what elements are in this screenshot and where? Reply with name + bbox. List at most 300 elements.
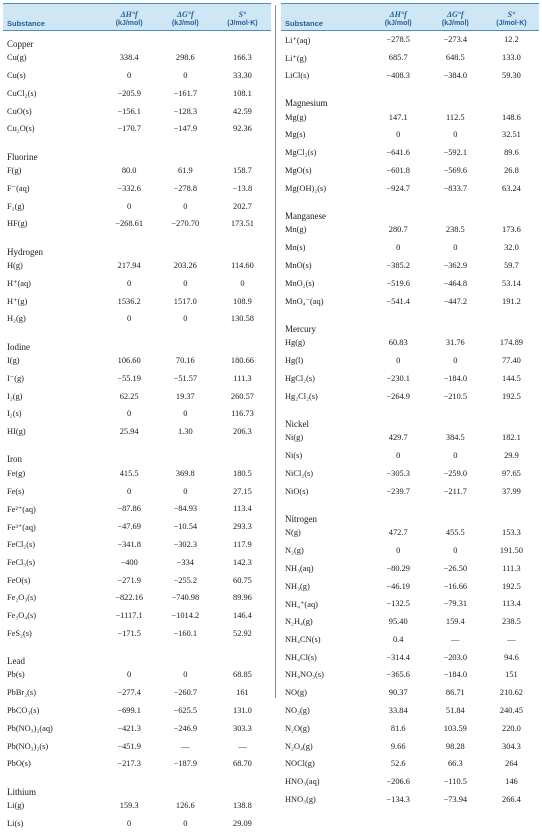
enthalpy-cell: 52.6 <box>390 759 406 769</box>
substance-cell: Pb(NO₃)₂(s) <box>7 741 49 751</box>
right-table-body <box>281 31 539 814</box>
substance-cell: Hg(g) <box>285 338 306 348</box>
substance-cell: HgCl₂(s) <box>285 373 315 383</box>
table-row <box>3 102 271 120</box>
table-row <box>3 518 271 536</box>
gibbs-cell: 0 <box>453 243 458 253</box>
table-row <box>281 524 539 542</box>
entropy-cell: 138.8 <box>233 801 252 811</box>
gibbs-cell: 0 <box>183 314 188 324</box>
gibbs-cell: −210.5 <box>443 391 468 401</box>
substance-cell: NH₄⁺(aq) <box>285 599 318 609</box>
entropy-cell: 108.9 <box>233 296 252 306</box>
entropy-cell: 303.3 <box>233 723 252 733</box>
entropy-cell: 63.24 <box>502 183 521 193</box>
gibbs-cell: −302.3 <box>173 539 198 549</box>
entropy-cell: 33.30 <box>233 70 252 80</box>
gibbs-cell: 51.84 <box>445 706 465 716</box>
header-enthalpy <box>102 11 157 30</box>
enthalpy-cell: 0 <box>396 355 401 365</box>
table-row <box>281 257 539 275</box>
group-title: Fluorine <box>7 151 38 162</box>
entropy-cell: 0 <box>240 278 245 288</box>
substance-cell: Hg₂Cl₂(s) <box>285 391 318 401</box>
substance-cell: MgO(s) <box>285 165 312 175</box>
entropy-cell: 192.5 <box>502 391 521 401</box>
table-row <box>3 292 271 310</box>
substance-cell: HNO₃(aq) <box>285 777 320 787</box>
entropy-cell: 12.2 <box>504 35 519 45</box>
gibbs-cell: 298.6 <box>175 53 195 63</box>
substance-cell: Cu(s) <box>7 70 26 80</box>
header-entropy <box>214 11 271 30</box>
entropy-cell: 116.73 <box>231 409 254 419</box>
gibbs-cell: −184.0 <box>443 670 468 680</box>
gibbs-cell: −26.50 <box>443 563 468 573</box>
enthalpy-cell: 429.7 <box>388 433 408 443</box>
substance-cell: Hg(l) <box>285 355 304 365</box>
table-row <box>281 447 539 465</box>
enthalpy-cell: −239.7 <box>386 486 410 496</box>
substance-cell: Ni(s) <box>285 450 303 460</box>
header-gibbs-symbol: ΔG°f <box>446 10 464 19</box>
entropy-cell: 111.3 <box>233 373 252 383</box>
header-entropy-unit: (J/mol·K) <box>496 19 527 27</box>
table-row <box>3 49 271 67</box>
entropy-cell: 111.3 <box>502 563 521 573</box>
gibbs-cell: — <box>451 634 460 644</box>
gibbs-cell: 1517.0 <box>173 296 197 306</box>
gibbs-cell: 0 <box>453 450 458 460</box>
substance-cell: NiCl₂(s) <box>285 468 314 478</box>
substance-cell: PbBr₂(s) <box>7 688 36 698</box>
gibbs-cell: 61.9 <box>177 165 193 175</box>
gibbs-cell: −270.70 <box>171 219 200 229</box>
substance-cell: Cu₂O(s) <box>7 124 35 134</box>
entropy-cell: 32.51 <box>502 130 521 140</box>
gibbs-cell: 70.16 <box>175 355 195 365</box>
enthalpy-cell: 60.83 <box>388 338 408 348</box>
table-row <box>281 577 539 595</box>
substance-cell: FeCl₃(s) <box>7 557 36 567</box>
table-row <box>281 773 539 791</box>
enthalpy-cell: 106.60 <box>117 355 141 365</box>
substance-cell: Li⁺(aq) <box>285 35 311 45</box>
substance-cell: N₂H₄(g) <box>285 617 313 627</box>
substance-cell: N₂(g) <box>285 545 304 555</box>
entropy-cell: 68.70 <box>233 759 252 769</box>
enthalpy-cell: −385.2 <box>386 260 410 270</box>
table-row <box>281 67 539 85</box>
substance-cell: MnO₂(s) <box>285 278 315 288</box>
gibbs-cell: 0 <box>453 545 458 555</box>
enthalpy-cell: 0 <box>396 450 401 460</box>
enthalpy-cell: −170.7 <box>117 124 141 134</box>
entropy-cell: 158.7 <box>233 165 252 175</box>
enthalpy-cell: 0.4 <box>392 634 404 644</box>
table-row <box>3 67 271 85</box>
enthalpy-cell: −924.7 <box>386 183 410 193</box>
entropy-cell: 148.6 <box>502 112 521 122</box>
enthalpy-cell: 90.37 <box>388 688 408 698</box>
gibbs-cell: 203.26 <box>173 260 197 270</box>
entropy-cell: 26.8 <box>504 165 519 175</box>
enthalpy-cell: 0 <box>127 70 132 80</box>
substance-cell: NO₂(g) <box>285 706 310 716</box>
gibbs-cell: −16.66 <box>443 581 468 591</box>
substance-cell: Fe²⁺(aq) <box>7 504 36 514</box>
table-row <box>281 702 539 720</box>
entropy-cell: 89.96 <box>233 593 252 603</box>
group-spacer <box>281 808 539 814</box>
substance-cell: Pb(s) <box>7 670 25 680</box>
entropy-cell: 60.75 <box>233 575 252 585</box>
table-row <box>3 423 271 441</box>
substance-cell: HNO₃(g) <box>285 795 316 805</box>
gibbs-cell: −569.6 <box>443 165 468 175</box>
gibbs-cell: −246.9 <box>173 723 198 733</box>
header-gibbs-unit: (kJ/mol) <box>441 19 469 27</box>
entropy-cell: 142.3 <box>233 557 252 567</box>
enthalpy-cell: −541.4 <box>386 296 410 306</box>
entropy-cell: 114.60 <box>231 260 254 270</box>
group-title: Lead <box>7 656 25 667</box>
substance-cell: I(g) <box>7 355 20 365</box>
gibbs-cell: 126.6 <box>175 801 195 811</box>
gibbs-cell: −1014.2 <box>171 611 200 621</box>
gibbs-cell: −334 <box>176 557 194 567</box>
table-row <box>281 274 539 292</box>
group-spacer <box>3 832 271 838</box>
entropy-cell: 304.3 <box>502 741 521 751</box>
substance-cell: N₂O₄(g) <box>285 741 313 751</box>
entropy-cell: 220.0 <box>502 723 521 733</box>
gibbs-cell: −187.9 <box>173 759 198 769</box>
enthalpy-cell: 95.40 <box>388 617 408 627</box>
entropy-cell: 59.7 <box>504 260 519 270</box>
substance-cell: Fe(s) <box>7 486 25 496</box>
entropy-cell: 260.57 <box>230 391 254 401</box>
entropy-cell: 182.1 <box>502 433 521 443</box>
entropy-cell: −13.8 <box>232 183 253 193</box>
enthalpy-cell: −87.86 <box>117 504 141 514</box>
entropy-cell: 59.30 <box>502 70 521 80</box>
table-row <box>3 666 271 684</box>
enthalpy-cell: −408.3 <box>386 70 410 80</box>
header-enthalpy-symbol: ΔH°f <box>120 10 138 19</box>
substance-cell: H₂(g) <box>7 314 26 324</box>
enthalpy-cell: 0 <box>127 314 132 324</box>
group-title: Lithium <box>7 786 36 797</box>
enthalpy-cell: 0 <box>396 243 401 253</box>
substance-cell: Li⁺(g) <box>285 53 307 63</box>
gibbs-cell: 0 <box>453 355 458 365</box>
gibbs-cell: −447.2 <box>443 296 468 306</box>
table-row <box>281 31 539 49</box>
substance-cell: I₂(s) <box>7 409 22 419</box>
gibbs-cell: −51.57 <box>173 373 198 383</box>
table-row <box>281 719 539 737</box>
gibbs-cell: 384.5 <box>445 433 465 443</box>
gibbs-cell: −278.8 <box>173 183 198 193</box>
gibbs-cell: −273.4 <box>443 35 468 45</box>
table-row <box>3 500 271 518</box>
gibbs-cell: −160.1 <box>173 628 198 638</box>
enthalpy-cell: −1117.1 <box>115 611 143 621</box>
table-row <box>281 429 539 447</box>
enthalpy-cell: −341.8 <box>117 539 141 549</box>
substance-cell: Fe₃O₄(s) <box>7 611 37 621</box>
table-row <box>281 648 539 666</box>
gibbs-cell: −84.93 <box>173 504 198 514</box>
gibbs-cell: 31.76 <box>445 338 465 348</box>
table-row <box>281 221 539 239</box>
gibbs-cell: 0 <box>183 278 188 288</box>
entropy-cell: 146 <box>505 777 518 787</box>
header-entropy-symbol: S° <box>507 10 516 19</box>
table-row <box>281 613 539 631</box>
enthalpy-cell: −80.29 <box>386 563 410 573</box>
table-row <box>281 239 539 257</box>
substance-cell: Fe(g) <box>7 468 26 478</box>
table-row <box>281 631 539 649</box>
table-row <box>3 755 271 773</box>
enthalpy-cell: −47.69 <box>117 522 141 532</box>
group-title: Nickel <box>285 418 309 429</box>
enthalpy-cell: 9.66 <box>390 741 406 751</box>
table-row <box>3 589 271 607</box>
entropy-cell: 27.15 <box>233 486 252 496</box>
header-enthalpy <box>370 11 427 30</box>
substance-cell: MnO₄⁻(aq) <box>285 297 324 307</box>
gibbs-cell: −625.5 <box>173 706 198 716</box>
entropy-cell: 206.3 <box>233 427 252 437</box>
enthalpy-cell: 0 <box>127 278 132 288</box>
gibbs-cell: 0 <box>183 201 188 211</box>
substance-cell: NH₄Cl(s) <box>285 652 317 662</box>
table-row <box>281 292 539 310</box>
group-title: Manganese <box>285 210 326 221</box>
table-row <box>281 334 539 352</box>
enthalpy-cell: −230.1 <box>386 373 410 383</box>
table-row <box>3 625 271 643</box>
substance-cell: FeCl₂(s) <box>7 539 36 549</box>
enthalpy-cell: −601.8 <box>386 165 410 175</box>
gibbs-cell: 648.5 <box>445 53 465 63</box>
table-row <box>281 559 539 577</box>
substance-cell: HF(g) <box>7 219 28 229</box>
substance-cell: NOCl(g) <box>285 759 315 769</box>
substance-cell: I₂(g) <box>7 391 23 401</box>
header-substance: Substance <box>7 18 45 28</box>
enthalpy-cell: 25.94 <box>119 427 139 437</box>
gibbs-cell: 66.3 <box>447 759 463 769</box>
substance-cell: PbO(s) <box>7 759 31 769</box>
group-title: Copper <box>7 38 34 49</box>
table-row <box>281 144 539 162</box>
entropy-cell: 293.3 <box>233 522 252 532</box>
entropy-cell: 173.51 <box>230 219 254 229</box>
table-row <box>3 120 271 138</box>
entropy-cell: 161 <box>236 688 249 698</box>
enthalpy-cell: 0 <box>127 201 132 211</box>
gibbs-cell: 0 <box>453 130 458 140</box>
enthalpy-cell: 0 <box>127 818 132 828</box>
gibbs-cell: −592.1 <box>443 148 468 158</box>
gibbs-cell: −362.9 <box>443 260 468 270</box>
table-row <box>281 464 539 482</box>
entropy-cell: 173.6 <box>502 225 521 235</box>
table-row <box>281 126 539 144</box>
enthalpy-cell: 472.7 <box>388 528 408 538</box>
table-row <box>3 352 271 370</box>
table-row <box>281 755 539 773</box>
enthalpy-cell: −699.1 <box>117 706 141 716</box>
substance-cell: NH₃(aq) <box>285 563 314 573</box>
gibbs-cell: 369.8 <box>175 468 195 478</box>
entropy-cell: 130.58 <box>230 314 254 324</box>
table-row <box>281 542 539 560</box>
entropy-cell: 238.5 <box>502 617 521 627</box>
table-row <box>3 274 271 292</box>
table-row <box>3 814 271 832</box>
substance-cell: PbCO₃(s) <box>7 706 40 716</box>
enthalpy-cell: −206.6 <box>386 777 410 787</box>
enthalpy-cell: −134.3 <box>386 795 410 805</box>
substance-cell: FeS₂(s) <box>7 628 32 638</box>
entropy-cell: — <box>238 741 247 751</box>
substance-cell: I⁻(g) <box>7 374 24 384</box>
entropy-cell: 37.99 <box>502 486 521 496</box>
column-divider <box>275 5 276 698</box>
table-row <box>3 702 271 720</box>
table-row <box>3 464 271 482</box>
enthalpy-cell: 0 <box>127 486 132 496</box>
table-row <box>3 257 271 275</box>
substance-cell: HI(g) <box>7 427 26 437</box>
enthalpy-cell: −55.19 <box>117 373 141 383</box>
entropy-cell: 52.92 <box>233 628 252 638</box>
substance-cell: LiCl(s) <box>285 70 310 80</box>
table-row <box>281 352 539 370</box>
table-row <box>281 737 539 755</box>
entropy-cell: 97.65 <box>502 468 521 478</box>
group-title: Iron <box>7 454 22 465</box>
gibbs-cell: 19.37 <box>175 391 195 401</box>
group-title: Iodine <box>7 341 30 352</box>
enthalpy-cell: −519.6 <box>386 278 410 288</box>
entropy-cell: 202.7 <box>233 201 252 211</box>
substance-cell: H⁺(aq) <box>7 279 31 289</box>
entropy-cell: 210.62 <box>499 688 523 698</box>
header-entropy-unit: (J/mol·K) <box>227 19 258 27</box>
gibbs-cell: 86.71 <box>445 688 465 698</box>
substance-cell: NH₄NO₃(s) <box>285 670 324 680</box>
header-enthalpy-unit: (kJ/mol) <box>384 19 412 27</box>
gibbs-cell: −10.54 <box>173 522 198 532</box>
entropy-cell: 29.9 <box>504 450 519 460</box>
entropy-cell: 108.1 <box>233 88 252 98</box>
enthalpy-cell: −271.9 <box>117 575 141 585</box>
table-row <box>3 369 271 387</box>
entropy-cell: 42.59 <box>233 106 252 116</box>
enthalpy-cell: 33.84 <box>388 706 408 716</box>
group-title: Nitrogen <box>285 513 317 524</box>
table-row <box>3 607 271 625</box>
entropy-cell: 89.6 <box>504 148 519 158</box>
header-gibbs <box>427 11 484 30</box>
substance-cell: CuCl₂(s) <box>7 88 37 98</box>
entropy-cell: 151 <box>505 670 518 680</box>
entropy-cell: 146.4 <box>233 611 252 621</box>
enthalpy-cell: 147.1 <box>388 112 408 122</box>
entropy-cell: 117.9 <box>233 539 252 549</box>
table-row <box>281 666 539 684</box>
gibbs-cell: 0 <box>183 670 188 680</box>
substance-cell: Fe₂O₃(s) <box>7 593 37 603</box>
header-gibbs <box>157 11 214 30</box>
entropy-cell: 113.4 <box>502 599 521 609</box>
gibbs-cell: — <box>181 741 190 751</box>
group-title: Hydrogen <box>7 246 43 257</box>
enthalpy-cell: −205.9 <box>117 88 141 98</box>
gibbs-cell: −384.0 <box>443 70 468 80</box>
enthalpy-cell: −365.6 <box>386 670 410 680</box>
entropy-cell: 191.50 <box>499 545 523 555</box>
enthalpy-cell: 217.94 <box>117 260 141 270</box>
entropy-cell: 29.09 <box>233 818 252 828</box>
enthalpy-cell: 62.25 <box>119 391 139 401</box>
enthalpy-cell: −171.5 <box>117 628 141 638</box>
entropy-cell: 180.5 <box>233 468 252 478</box>
header-enthalpy-symbol: ΔH°f <box>389 10 407 19</box>
enthalpy-cell: −314.4 <box>386 652 410 662</box>
gibbs-cell: 455.5 <box>445 528 465 538</box>
gibbs-cell: −147.9 <box>173 124 198 134</box>
gibbs-cell: 159.4 <box>445 617 465 627</box>
substance-cell: F₂(g) <box>7 201 25 211</box>
table-row <box>3 197 271 215</box>
table-row <box>3 482 271 500</box>
substance-cell: N(g) <box>285 528 301 538</box>
enthalpy-cell: −132.5 <box>386 599 410 609</box>
table-row <box>3 684 271 702</box>
entropy-cell: 264 <box>505 759 518 769</box>
table-row <box>281 482 539 500</box>
table-row <box>281 179 539 197</box>
enthalpy-cell: −156.1 <box>117 106 141 116</box>
header-enthalpy-unit: (kJ/mol) <box>115 19 143 27</box>
entropy-cell: 53.14 <box>502 278 521 288</box>
entropy-cell: 113.4 <box>233 504 252 514</box>
header-entropy <box>484 11 539 30</box>
substance-cell: Mn(s) <box>285 243 306 253</box>
table-row <box>281 791 539 809</box>
table-row <box>281 49 539 67</box>
table-row <box>281 162 539 180</box>
enthalpy-cell: 159.3 <box>119 801 139 811</box>
left-table-body <box>3 31 271 838</box>
substance-cell: Mg(s) <box>285 130 306 140</box>
table-row <box>3 215 271 233</box>
substance-cell: F(g) <box>7 165 22 175</box>
table-row <box>3 553 271 571</box>
entropy-cell: 192.5 <box>502 581 521 591</box>
entropy-cell: 153.3 <box>502 528 521 538</box>
gibbs-cell: 0 <box>183 409 188 419</box>
gibbs-cell: 0 <box>183 70 188 80</box>
gibbs-cell: 1.30 <box>177 427 193 437</box>
